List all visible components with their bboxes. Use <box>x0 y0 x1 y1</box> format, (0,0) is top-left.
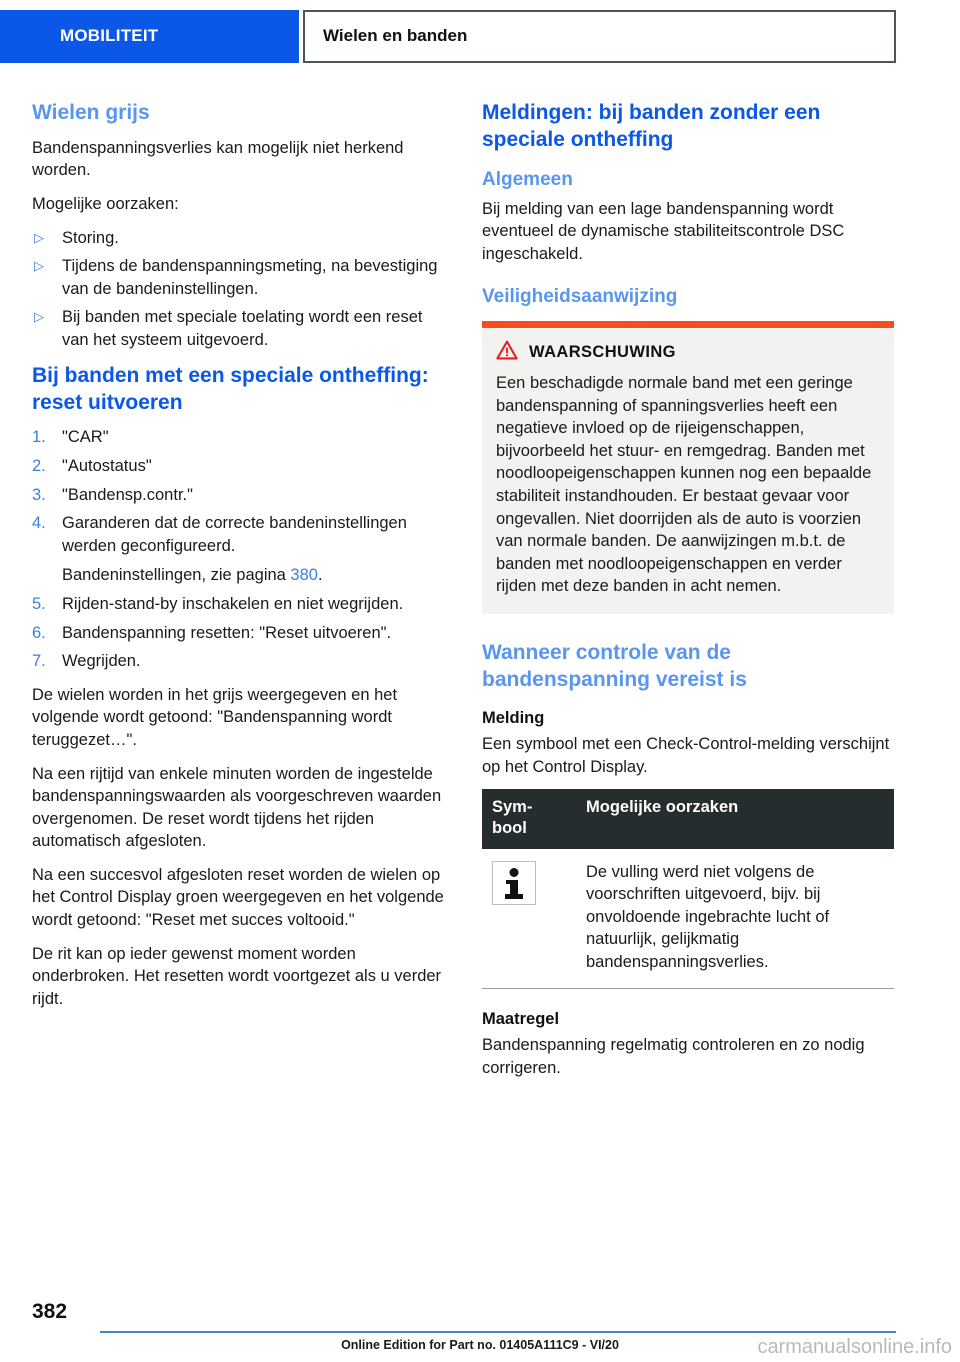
step-number: 7. <box>32 652 46 671</box>
list-item <box>32 512 444 587</box>
warning-title: WAARSCHUWING <box>529 343 676 362</box>
list-mogelijke-oorzaken <box>32 227 444 352</box>
heading-wanneer-controle: Wanneer controle van de bandenspanning vereist is <box>482 640 747 691</box>
list-item <box>32 622 444 645</box>
table-row <box>482 849 894 988</box>
paragraph-algemeen: Bij melding van een lage bandenspanning wordt eventueel de dynamische stabiliteitscontrole DSC ingeschakeld. <box>482 199 845 263</box>
header-category-tab <box>0 10 299 63</box>
right-column <box>482 100 894 1079</box>
step-number: 4. <box>32 514 46 533</box>
cross-reference-text: Bandeninstellingen, zie pagina <box>62 566 291 585</box>
footer-edition-note: Online Edition for Part no. 01405A111C9 - VI/20 <box>341 1338 619 1352</box>
heading-wielen-grijs: Wielen grijs <box>32 101 150 124</box>
info-icon-base <box>505 894 523 899</box>
triangle-bullet-icon: ▷ <box>34 258 44 274</box>
heading-reset-uitvoeren: Bij banden met een speciale ontheffing: reset uitvoeren <box>32 363 429 414</box>
step-label: Rijden-stand-by inschakelen en niet wegrijden. <box>62 594 404 613</box>
heading-meldingen: Meldingen: bij banden zonder een speciale ontheffing <box>482 101 821 151</box>
table-body <box>482 849 894 988</box>
footer-divider <box>100 1331 896 1333</box>
heading-melding: Melding <box>482 708 545 727</box>
paragraph-wielen-grijs-2: Mogelijke oorzaken: <box>32 195 179 214</box>
paragraph-melding: Een symbool met een Check-Control-melding verschijnt op het Control Display. <box>482 735 890 776</box>
warning-header <box>496 340 880 365</box>
header-chapter-box <box>303 10 896 63</box>
step-number: 1. <box>32 428 46 447</box>
heading-maatregel: Maatregel <box>482 1009 560 1028</box>
page-number: 382 <box>32 1300 68 1323</box>
list-item-label: Storing. <box>62 228 119 247</box>
table-header <box>482 789 894 848</box>
triangle-bullet-icon: ▷ <box>34 229 44 245</box>
list-item <box>32 306 444 351</box>
list-item <box>32 650 444 673</box>
table-cell-symbol <box>482 849 576 988</box>
paragraph-maatregel: Bandenspanning regelmatig controleren en zo nodig corrigeren. <box>482 1036 865 1077</box>
list-item <box>32 593 444 616</box>
list-item <box>32 227 444 250</box>
warning-text: Een beschadigde normale band met een geringe bandenspanning of spanningsverlies heeft een negatieve invloed op de rijeigenschappen, bijvoorbeeld het stuur- en remgedrag. Banden met noodloopeigenschappen kunnen nog een bepaalde stabiliteit instandhouden. Er bestaat gevaar voor ongevallen. Niet doorrijden als de auto is voorzien van normale banden. De aanwijzingen m.b.t. de banden met noodloopeigenschappen en verder rijden met deze banden in acht nemen. <box>496 374 872 596</box>
heading-veiligheidsaanwijzing: Veiligheidsaanwijzing <box>482 286 678 308</box>
paragraph-reset-2: Na een rijtijd van enkele minuten worden de ingestelde bandenspanningswaarden als voorgeschreven waarden overgenomen. De reset wordt tijdens het rijden automatisch afgesloten. <box>32 764 442 851</box>
page-reference-link[interactable]: 380 <box>290 566 318 585</box>
step-label: "CAR" <box>62 428 109 447</box>
list-item <box>32 455 444 478</box>
triangle-bullet-icon: ▷ <box>34 309 44 325</box>
watermark-label: carmanualsonline.info <box>757 1336 952 1358</box>
step-label: Bandenspanning resetten: "Reset uitvoeren". <box>62 623 392 642</box>
left-column <box>32 100 444 1010</box>
warning-box <box>482 321 894 614</box>
paragraph-reset-1: De wielen worden in het grijs weergegeven en het volgende wordt getoond: "Bandenspanning wordt teruggezet…". <box>32 685 398 749</box>
step-number: 6. <box>32 623 46 642</box>
step-cross-reference <box>62 564 444 587</box>
table-header-symbol: Sym-bool <box>482 789 576 848</box>
step-number: 5. <box>32 594 46 613</box>
list-item <box>32 255 444 300</box>
step-label: Wegrijden. <box>62 652 141 671</box>
list-item <box>32 484 444 507</box>
step-label: "Bandensp.contr." <box>62 485 193 504</box>
symbol-causes-table <box>482 789 894 988</box>
step-label: Garanderen dat de correcte bandeninstellingen werden geconfigureerd. <box>62 514 407 555</box>
list-reset-steps <box>32 426 444 672</box>
cross-reference-suffix: . <box>317 566 323 585</box>
paragraph-reset-3: Na een succesvol afgesloten reset worden de wielen op het Control Display groen weergegeven en het volgende wordt getoond: "Reset met succes voltooid." <box>32 865 444 930</box>
table-cell-cause: De vulling werd niet volgens de voorschriften uitgevoerd, bijv. bij onvoldoende ingebrachte lucht of natuurlijk, gelijkmatig bandenspanningsverlies. <box>576 849 894 988</box>
table-header-row <box>482 789 894 848</box>
table-header-causes: Mogelijke oorzaken <box>576 789 894 848</box>
list-item-label: Bij banden met speciale toelating wordt een reset van het systeem uitgevoerd. <box>62 308 423 350</box>
step-label: "Autostatus" <box>62 456 152 475</box>
header-category-label: MOBILITEIT <box>60 26 159 45</box>
step-number: 2. <box>32 456 46 475</box>
paragraph-reset-4: De rit kan op ieder gewenst moment worden onderbroken. Het resetten wordt voortgezet als u verder rijdt. <box>32 944 442 1008</box>
page-header <box>0 10 960 63</box>
warning-triangle-icon <box>496 340 518 365</box>
list-item <box>32 426 444 449</box>
header-chapter-label: Wielen en banden <box>323 26 468 45</box>
step-number: 3. <box>32 485 46 504</box>
info-icon <box>492 861 536 905</box>
list-item-label: Tijdens de bandenspanningsmeting, na bevestiging van de bandeninstellingen. <box>62 257 438 298</box>
paragraph-wielen-grijs-1: Bandenspanningsverlies kan mogelijk niet herkend worden. <box>32 138 404 180</box>
info-icon-dot <box>510 868 519 877</box>
heading-algemeen: Algemeen <box>482 168 573 190</box>
